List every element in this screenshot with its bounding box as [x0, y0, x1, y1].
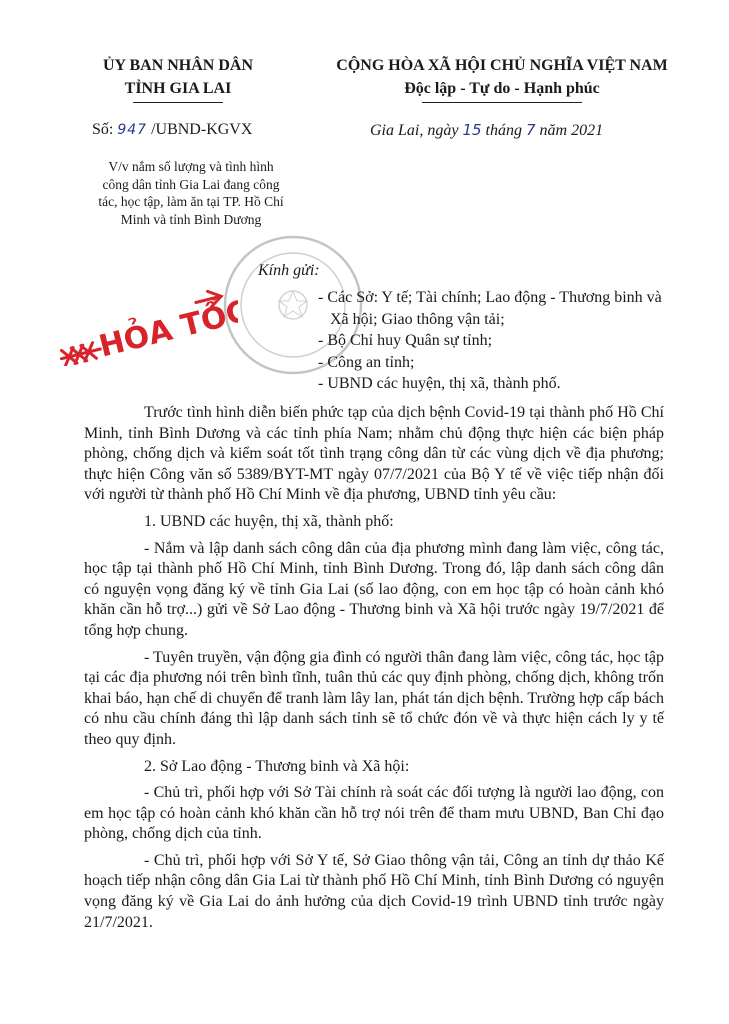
recipient-item: - Bộ Chỉ huy Quân sự tỉnh;: [318, 332, 493, 349]
urgent-stamp: [48, 286, 238, 366]
section-2-paragraph: - Chủ trì, phối hợp với Sở Tài chính rà soát các đối tượng là người lao động, con em học tập có hoàn cảnh khó khăn cần hỗ trợ nói trên để tham mưu UBND, Ban Chỉ đạo phòng, chống dịch của tỉnh.: [84, 784, 664, 843]
document-date: [370, 121, 603, 140]
body-intro: Trước tình hình diễn biến phức tạp của dịch bệnh Covid-19 tại thành phố Hồ Chí Minh, tỉnh Bình Dương và các tỉnh phía Nam; nhằm chủ động thực hiện các biện pháp phòng, chống dịch và kiểm soát tốt tình trạng công dân từ các vùng dịch về địa phương; thực hiện Công văn số 5389/BYT-MT ngày 07/7/2021 của Bộ Y tế về việc tiếp nhận đối với người từ thành phố Hồ Chí Minh về địa phương, UBND tỉnh yêu cầu:: [84, 404, 664, 504]
date-day-handwritten: 15: [462, 121, 482, 139]
document-subject: [82, 158, 300, 228]
recipients-label: Kính gửi:: [258, 262, 320, 279]
recipient-item: - UBND các huyện, thị xã, thành phố.: [318, 375, 561, 392]
section-1-paragraph: - Nắm và lập danh sách công dân của địa phương mình đang làm việc, công tác, học tập tại thành phố Hồ Chí Minh, tỉnh Bình Dương. Trong đó, lập danh sách công dân có nguyện vọng đăng ký về tỉnh Gia Lai (số lao động, con em học tập có hoàn cảnh khó khăn cần hỗ trợ...) gửi về Sở Lao động - Thương binh và Xã hội trước ngày 19/7/2021 để tổng hợp chung.: [84, 539, 664, 639]
national-title: CỘNG HÒA XÃ HỘI CHỦ NGHĨA VIỆT NAM: [336, 57, 668, 74]
issuer-line-2: TỈNH GIA LAI: [124, 80, 232, 97]
doc-number-label: Số:: [92, 121, 114, 138]
recipients-list: [318, 287, 663, 395]
issuer-header: [78, 54, 278, 103]
date-month-handwritten: 7: [526, 121, 536, 139]
section-2-title: 2. Sở Lao động - Thương binh và Xã hội:: [144, 757, 410, 775]
subject-line: tác, học tập, làm ăn tại TP. Hồ Chí: [98, 194, 284, 209]
section-2-paragraph: - Chủ trì, phối hợp với Sở Y tế, Sở Giao thông vận tải, Công an tỉnh dự thảo Kế hoạch tiếp nhận công dân Gia Lai từ thành phố Hồ Chí Minh, tỉnh Bình Dương có nguyện vọng đăng ký về Gia Lai do ảnh hưởng của dịch Covid-19 trình UBND tỉnh trước ngày 21/7/2021.: [84, 851, 664, 931]
doc-number-handwritten: 947: [117, 122, 148, 138]
subject-line: V/v nắm số lượng và tình hình: [108, 159, 274, 174]
document-body: [84, 403, 664, 939]
date-month-label: tháng: [485, 122, 522, 139]
subject-line: Minh và tỉnh Bình Dương: [120, 211, 262, 227]
urgent-stamp-text: HỎA TỐC: [95, 293, 238, 365]
issuer-line-1: ỦY BAN NHÂN DÂN: [102, 57, 254, 74]
date-prefix: Gia Lai, ngày: [370, 122, 459, 139]
national-header: [292, 54, 712, 103]
subject-line: công dân tỉnh Gia Lai đang công: [102, 176, 280, 192]
section-1-title: 1. UBND các huyện, thị xã, thành phố:: [144, 512, 394, 530]
recipient-item: - Các Sở: Y tế; Tài chính; Lao động - Thương binh và Xã hội; Giao thông vận tải;: [318, 289, 662, 328]
document-number: [92, 121, 252, 139]
date-year: năm 2021: [539, 122, 604, 139]
issuer-underline: [133, 102, 223, 103]
recipient-item: - Công an tỉnh;: [318, 353, 415, 371]
doc-number-suffix: /UBND-KGVX: [151, 121, 253, 138]
motto-underline: [422, 102, 582, 103]
section-1-paragraph: - Tuyên truyền, vận động gia đình có người thân đang làm việc, công tác, học tập tại các địa phương nói trên bình tĩnh, tuân thủ các quy định phòng, chống dịch, không trốn khai báo, hạn chế di chuyển để tranh làm lây lan, phát tán dịch bệnh. Trường hợp cấp bách có nhu cầu chính đáng thì lập danh sách tỉnh sẽ tổ chức đón về và thực hiện cách ly y tế theo quy định.: [84, 648, 664, 748]
national-motto: Độc lập - Tự do - Hạnh phúc: [404, 80, 600, 97]
urgent-arrow-icon: [48, 286, 238, 366]
